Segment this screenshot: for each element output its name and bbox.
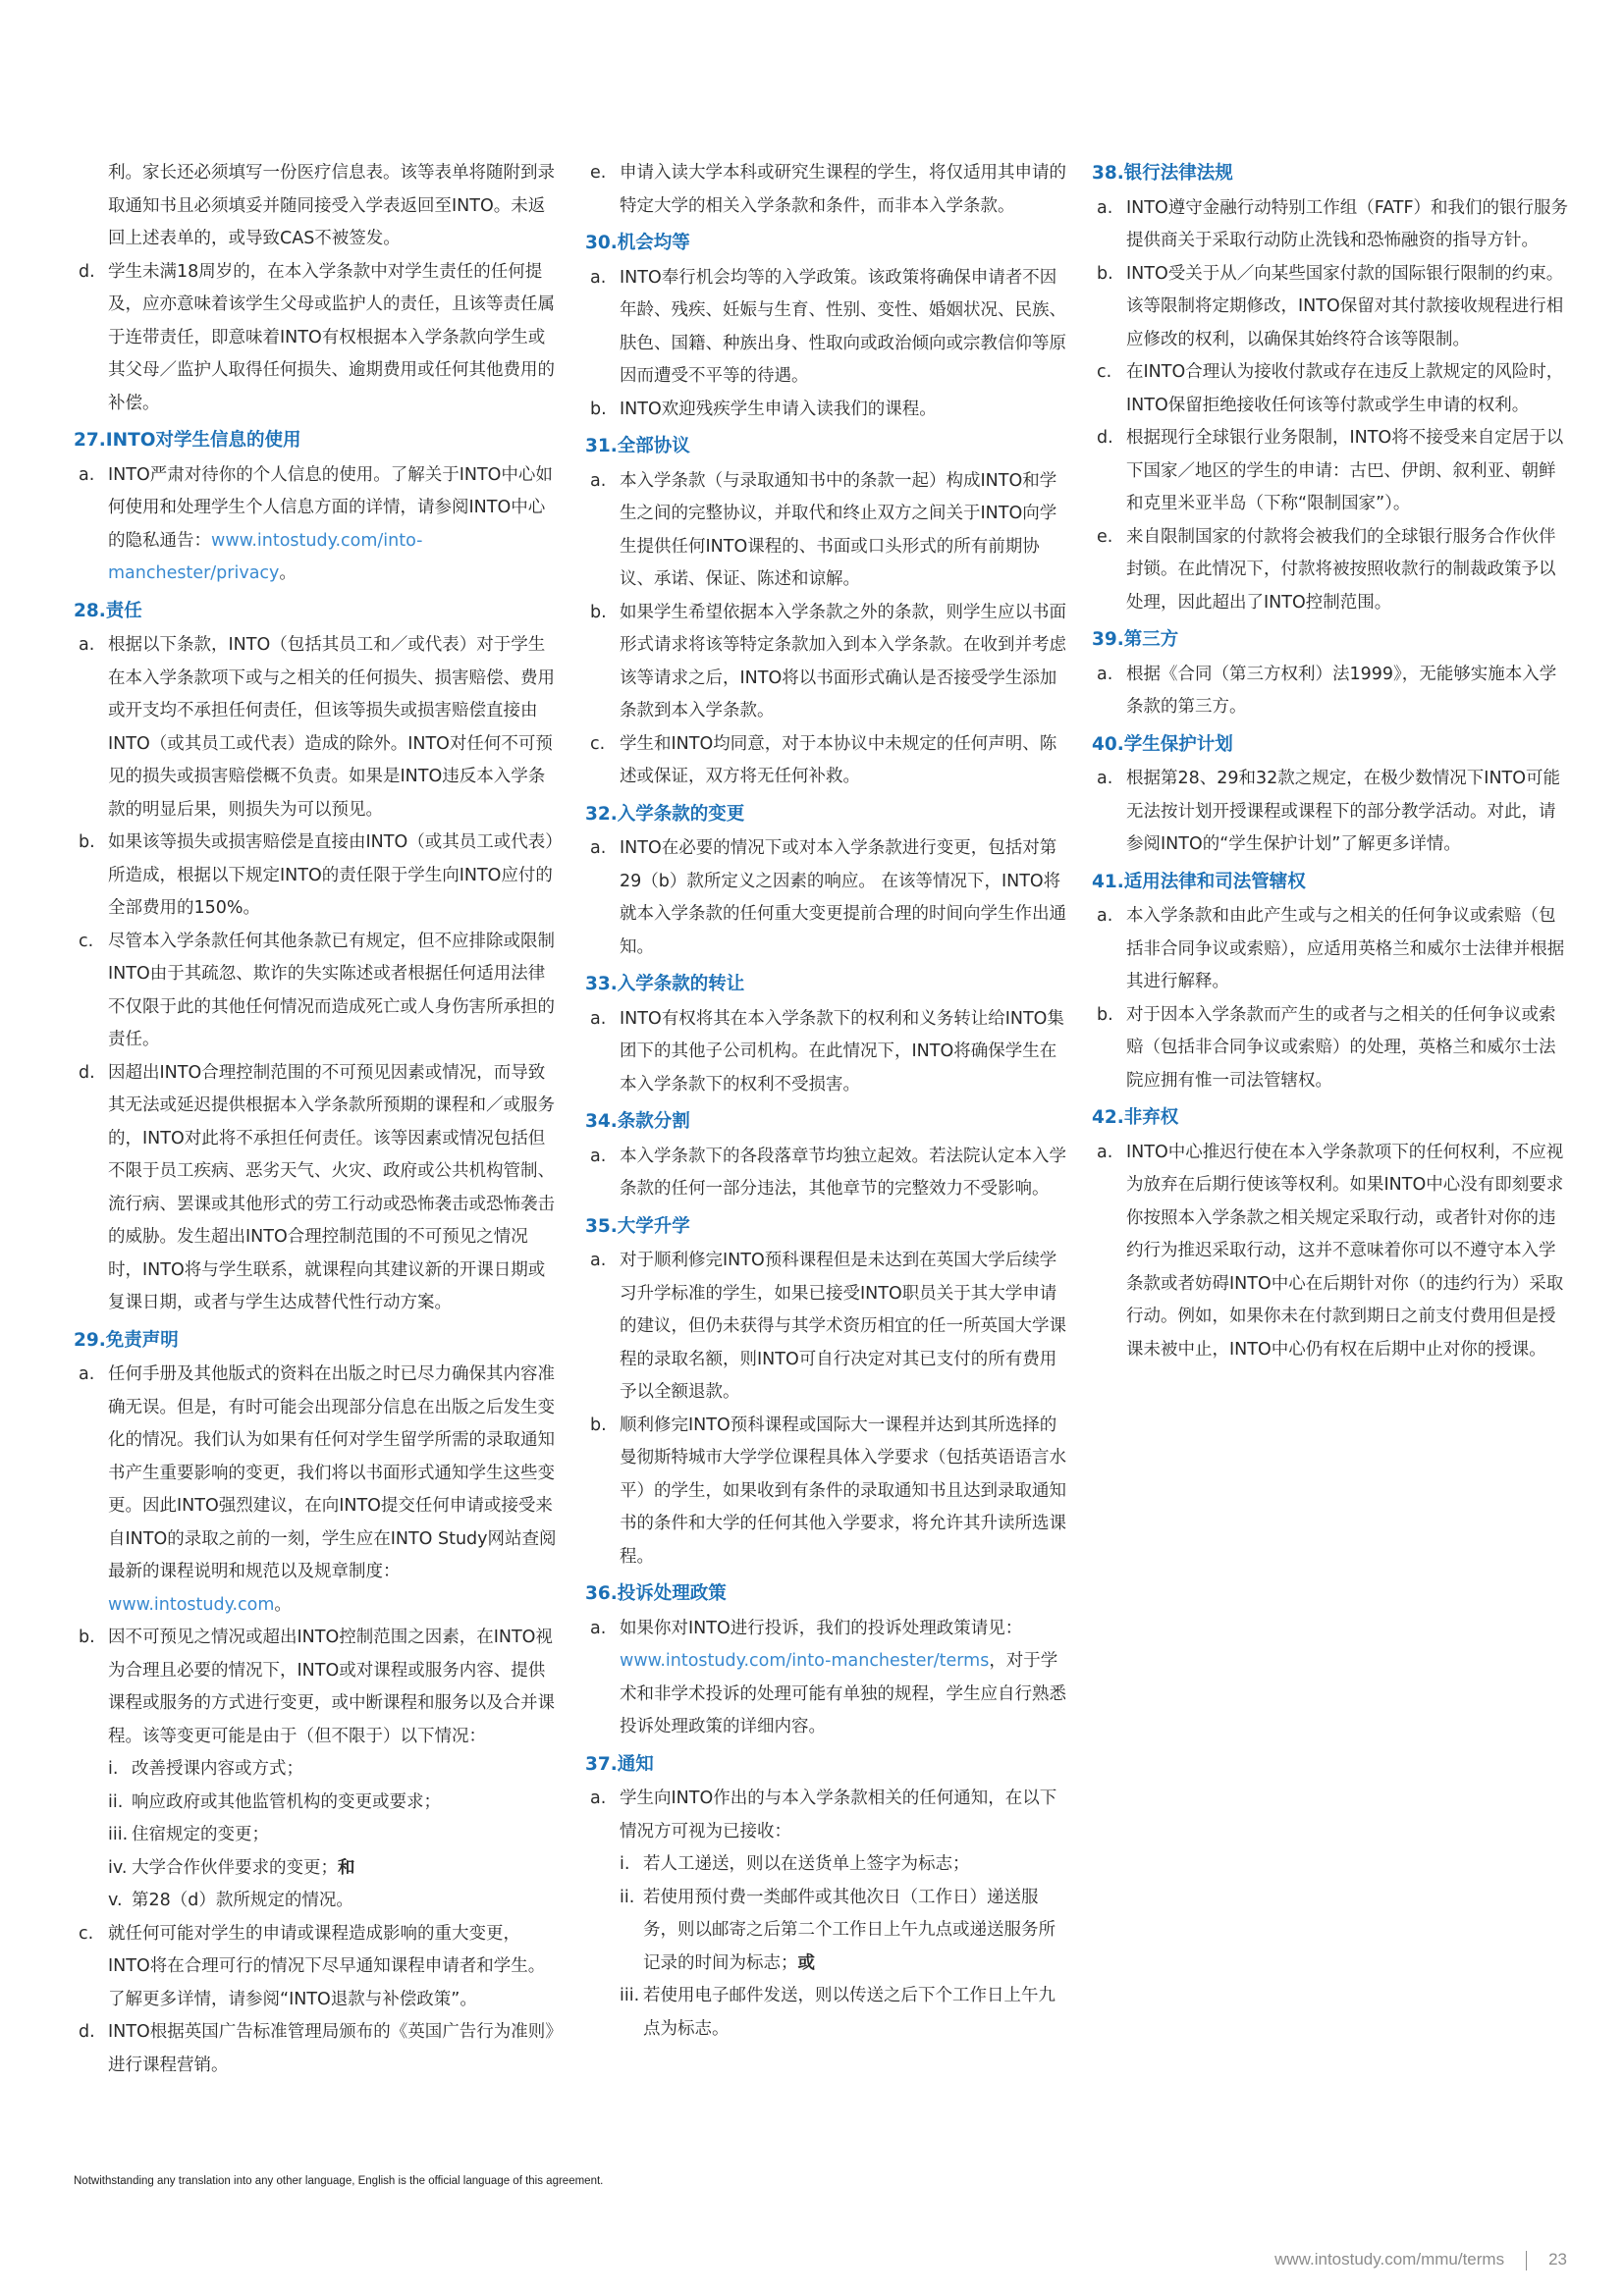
sub-label: i.: [620, 1854, 630, 1874]
clause-26c-continued: 利。家长还必须填写一份医疗信息表。该等表单将随附到录取通知书且必须填妥并随同接受入学表返回至INTO。未返回上述表单的，或导致CAS不被签发。: [108, 163, 555, 248]
column-2: [585, 157, 1066, 2046]
clause-label: a.: [79, 635, 95, 655]
clause-29e: [585, 157, 1066, 223]
sub-text: 第28（d）款所规定的情况。: [132, 1891, 353, 1910]
clause-31b: [585, 597, 1066, 728]
clause-label: a.: [590, 470, 607, 491]
sub-clause-iv: [108, 1852, 560, 1886]
clause-label: b.: [590, 602, 607, 622]
clause-label: a.: [590, 267, 607, 288]
clause-label: a.: [590, 838, 607, 858]
clause-label: d.: [79, 261, 95, 282]
clause-28c: [74, 926, 560, 1057]
sub-label: i.: [108, 1759, 119, 1779]
clause-text-end: ，对于学术和非学术投诉的处理可能有单独的规程，学生应自行熟悉投诉处理政策的详细内容。: [620, 1651, 1066, 1736]
clause-text: 就任何可能对学生的申请或课程造成影响的重大变更，INTO将在合理可行的情况下尽早通知课程申请者和学生。了解更多详情，请参阅“INTO退款与补偿政策”。: [108, 1923, 546, 2009]
section-heading-28: 28.责任: [74, 600, 142, 621]
sub-label: iii.: [108, 1825, 129, 1844]
clause-34a: [585, 1141, 1066, 1206]
clause-label: c.: [590, 733, 606, 754]
clause-label: b.: [590, 1415, 607, 1435]
clause-28b: [74, 827, 560, 926]
clause-label: d.: [79, 1062, 95, 1083]
sub-text: 改善授课内容或方式；: [132, 1759, 303, 1779]
clause-29a: [74, 1359, 560, 1622]
sub-clause-i: [620, 1848, 1066, 1882]
clause-label: a.: [79, 1364, 95, 1384]
clause-text: INTO欢迎残疾学生申请入读我们的课程。: [620, 399, 937, 419]
section-heading-40: 40.学生保护计划: [1092, 733, 1233, 755]
clause-text: INTO遵守金融行动特别工作组（FATF）和我们的银行服务提供商关于采取行动防止洗钱和恐怖融资的指导方针。: [1126, 197, 1569, 250]
clause-label: a.: [590, 1789, 607, 1808]
section-heading-29: 29.免责声明: [74, 1329, 179, 1351]
clause-text: 顺利修完INTO预科课程或国际大一课程并达到其所选择的曼彻斯特城市大学学位课程具体入学要求（包括英语语言水平）的学生，如果收到有条件的录取通知书且达到录取通知书的条件和大学的任何其他入学要求，将允许其升读所选课程。: [620, 1415, 1066, 1567]
clause-label: a.: [590, 1008, 607, 1029]
clause-38c: [1092, 356, 1571, 422]
clause-label: a.: [1097, 906, 1113, 926]
clause-label: e.: [590, 163, 607, 183]
sub-label: ii.: [108, 1791, 124, 1812]
clause-label: a.: [1097, 197, 1113, 218]
clause-38a: [1092, 192, 1571, 258]
section-heading-37: 37.通知: [585, 1753, 654, 1775]
section-heading-38: 38.银行法律法规: [1092, 163, 1233, 184]
clause-text: 任何手册及其他版式的资料在出版之时已尽力确保其内容准确无误。但是，有时可能会出现部分信息在出版之后发生变化的情况。我们认为如果有任何对学生留学所需的录取通知书产生重要影响的变更，我们将以书面形式通知学生这些变更。因此INTO强烈建议，在向INTO提交任何申请或接受来自INTO的录取之前的一刻，学生应在INTO Study网站查阅最新的课程说明和规范以及规章制度：: [108, 1364, 557, 1581]
clause-text: INTO奉行机会均等的入学政策。该政策将确保申请者不因年龄、残疾、妊娠与生育、性别、变性、婚姻状况、民族、肤色、国籍、种族出身、性取向或政治倾向或宗教信仰等原因而遭受不平等的待遇。: [620, 267, 1066, 386]
section-heading-34: 34.条款分割: [585, 1111, 690, 1132]
clause-text-end: 。: [279, 563, 297, 583]
clause-label: b.: [1097, 263, 1113, 284]
clause-text: INTO有权将其在本入学条款下的权利和义务转让给INTO集团下的其他子公司机构。在此情况下，INTO将确保学生在本入学条款下的权利不受损害。: [620, 1008, 1064, 1095]
clause-label: a.: [590, 1618, 607, 1638]
sub-text: 若人工递送，则以在送货单上签字为标志；: [643, 1854, 970, 1874]
clause-29b: [74, 1622, 560, 1753]
clause-38d: [1092, 422, 1571, 521]
sub-text: 若使用电子邮件发送，则以传送之后下个工作日上午九点为标志。: [643, 1986, 1056, 2039]
sub-clause-ii: [108, 1787, 560, 1820]
clause-28a: [74, 629, 560, 827]
clause-label: c.: [79, 1923, 94, 1944]
intostudy-link[interactable]: www.intostudy.com: [108, 1594, 275, 1615]
clause-37a: [585, 1783, 1066, 1848]
sub-text: 响应政府或其他监管机构的变更或要求；: [132, 1791, 441, 1812]
clause-label: b.: [590, 399, 607, 419]
clause-text: 学生和INTO均同意，对于本协议中未规定的任何声明、陈述或保证，双方将无任何补救。: [620, 733, 1057, 786]
section-heading-39: 39.第三方: [1092, 629, 1179, 650]
clause-text: INTO根据英国广告标准管理局颁布的《英国广告行为准则》进行课程营销。: [108, 2022, 554, 2075]
sub-label: iv.: [108, 1857, 128, 1878]
column-3: [1092, 157, 1571, 1366]
clause-label: c.: [79, 931, 94, 951]
column-1: [74, 157, 560, 2082]
sub-clause-iii: [620, 1980, 1066, 2046]
clause-text: 如果你对INTO进行投诉，我们的投诉处理政策请见：: [620, 1618, 1023, 1638]
sub-label: v.: [108, 1891, 123, 1910]
clause-label: d.: [79, 2022, 95, 2042]
sub-label: iii.: [620, 1986, 640, 2005]
section-heading-32: 32.入学条款的变更: [585, 803, 745, 825]
clause-text: 对于顺利修完INTO预科课程但是未达到在英国大学后续学习升学标准的学生，如果已接受INTO职员关于其大学申请的建议，但仍未获得与其学术资历相宜的任一所英国大学课程的录取名额，则INTO可自行决定对其已支付的所有费用予以全额退款。: [620, 1251, 1066, 1402]
sub-clause-iii: [108, 1819, 560, 1852]
clause-text: 本入学条款下的各段落章节均独立起效。若法院认定本入学条款的任何一部分违法，其他章节的完整效力不受影响。: [620, 1146, 1066, 1199]
page-footer: [1274, 2250, 1567, 2270]
clause-text: 学生未满18周岁的，在本入学条款中对学生责任的任何提及，应亦意味着该学生父母或监护人的责任，且该等责任属于连带责任，即意味着INTO有权根据本入学条款向学生或其父母／监护人取得任何损失、逾期费用或任何其他费用的补偿。: [108, 261, 555, 413]
clause-42a: [1092, 1137, 1571, 1367]
clause-label: a.: [1097, 1142, 1113, 1162]
clause-text: INTO中心推迟行使在本入学条款项下的任何权利，不应视为放弃在后期行使该等权利。如果INTO中心没有即刻要求你按照本入学条款之相关规定采取行动，或者针对你的违约行为推迟采取行动，这并不意味着你可以不遵守本入学条款或者妨碍INTO中心在后期针对你（的违约行为）采取行动。例如，如果你未在付款到期日之前支付费用但是授课未被中止，INTO中心仍有权在后期中止对你的授课。: [1126, 1142, 1564, 1360]
clause-28d: [74, 1057, 560, 1320]
sub-conjunction: 和: [338, 1857, 355, 1878]
clause-text: 如果该等损失或损害赔偿是直接由INTO（或其员工或代表）所造成，根据以下规定INTO的责任限于学生向INTO应付的全部费用的150%。: [108, 832, 554, 918]
clause-label: b.: [1097, 1004, 1113, 1025]
clause-27a: [74, 459, 560, 591]
complaints-link[interactable]: www.intostudy.com/into-manchester/terms: [620, 1651, 990, 1671]
footer-divider: [1526, 2251, 1527, 2270]
clause-26d: [74, 256, 560, 421]
section-heading-33: 33.入学条款的转让: [585, 974, 745, 994]
clause-label: c.: [1097, 362, 1112, 382]
section-heading-31: 31.全部协议: [585, 436, 690, 456]
clause-text: INTO严肃对待你的个人信息的使用。了解关于INTO中心如何使用和处理学生个人信息方面的详情，请参阅INTO中心的隐私通告：: [108, 464, 553, 551]
clause-text: 因不可预见之情况或超出INTO控制范围之因素，在INTO视为合理且必要的情况下，INTO或对课程或服务内容、提供课程或服务的方式进行变更，或中断课程和服务以及合并课程。该等变更可能是由于（但不限于）以下情况：: [108, 1628, 555, 1746]
clause-text: 本入学条款和由此产生或与之相关的任何争议或索赔（包括非合同争议或索赔），应适用英格兰和威尔士法律并根据其进行解释。: [1126, 906, 1565, 991]
sub-clause-v: [108, 1885, 560, 1918]
clause-label: e.: [1097, 526, 1113, 547]
privacy-link[interactable]: www.intostudy.com/into-manchester/privacy: [108, 530, 423, 583]
clause-29d: [74, 2016, 560, 2082]
clause-41a: [1092, 900, 1571, 999]
section-heading-27: 27.INTO对学生信息的使用: [74, 430, 301, 451]
footer-url-link[interactable]: www.intostudy.com/mmu/terms: [1274, 2250, 1505, 2269]
clause-31c: [585, 728, 1066, 794]
clause-39a: [1092, 659, 1571, 724]
clause-40a: [1092, 763, 1571, 862]
clause-label: a.: [590, 1251, 607, 1270]
clause-text: 申请入读大学本科或研究生课程的学生，将仅适用其申请的特定大学的相关入学条款和条件，而非本入学条款。: [620, 163, 1066, 216]
section-heading-36: 36.投诉处理政策: [585, 1583, 727, 1604]
clause-38e: [1092, 521, 1571, 620]
page-number: 23: [1548, 2250, 1567, 2269]
clause-35b: [585, 1410, 1066, 1575]
clause-31a: [585, 465, 1066, 597]
section-heading-30: 30.机会均等: [585, 233, 690, 253]
clause-text: 根据《合同（第三方权利）法1999》，无能够实施本入学条款的第三方。: [1126, 664, 1557, 717]
clause-text: 对于因本入学条款而产生的或者与之相关的任何争议或索赔（包括非合同争议或索赔）的处理，英格兰和威尔士法院应拥有惟一司法管辖权。: [1126, 1004, 1556, 1091]
clause-text: INTO在必要的情况下或对本入学条款进行变更，包括对第29（b）款所定义之因素的响应。 在该等情况下，INTO将就本入学条款的任何重大变更提前合理的时间向学生作出通知。: [620, 838, 1066, 957]
clause-text-end: 。: [274, 1594, 292, 1615]
clause-text: 本入学条款（与录取通知书中的条款一起）构成INTO和学生之间的完整协议，并取代和终止双方之间关于INTO向学生提供任何INTO课程的、书面或口头形式的所有前期协议、承诺、保证、陈述和谅解。: [620, 470, 1057, 589]
clause-text: 来自限制国家的付款将会被我们的全球银行服务合作伙伴封锁。在此情况下，付款将被按照收款行的制裁政策予以处理，因此超出了INTO控制范围。: [1126, 526, 1556, 613]
clause-32a: [585, 832, 1066, 964]
clause-38b: [1092, 258, 1571, 357]
clause-text: 根据现行全球银行业务限制，INTO将不接受来自定居于以下国家／地区的学生的申请：古巴、伊朗、叙利亚、朝鲜和克里米亚半岛（下称“限制国家”）。: [1126, 428, 1564, 513]
clause-29c: [74, 1918, 560, 2017]
clause-36a: [585, 1613, 1066, 1744]
clause-41b: [1092, 999, 1571, 1098]
clause-label: a.: [1097, 664, 1113, 684]
clause-text: 如果学生希望依据本入学条款之外的条款，则学生应以书面形式请求将该等特定条款加入到本入学条款。在收到并考虑该等请求之后，INTO将以书面形式确认是否接受学生添加条款到本入学条款。: [620, 602, 1066, 721]
clause-30b: [585, 394, 1066, 427]
section-heading-41: 41.适用法律和司法管辖权: [1092, 871, 1306, 892]
clause-text: INTO受关于从／向某些国家付款的国际银行限制的约束。该等限制将定期修改，INTO保留对其付款接收规程进行相应修改的权利，以确保其始终符合该等限制。: [1126, 263, 1564, 349]
clause-text: 因超出INTO合理控制范围的不可预见因素或情况，而导致其无法或延迟提供根据本入学条款所预期的课程和／或服务的，INTO对此将不承担任何责任。该等因素或情况包括但不限于员工疾病、恶劣天气、火灾、政府或公共机构管制、流行病、罢课或其他形式的劳工行动或恐怖袭击或恐怖袭击的威胁。发生超出INTO合理控制范围的不可预见之情况时，INTO将与学生联系，就课程向其建议新的开课日期或复课日期，或者与学生达成替代性行动方案。: [108, 1062, 555, 1312]
clause-label: b.: [79, 1628, 95, 1647]
section-heading-42: 42.非弃权: [1092, 1107, 1179, 1128]
official-language-note: Notwithstanding any translation into any other language, English is the official language of this agreement.: [74, 2175, 604, 2187]
clause-35a: [585, 1245, 1066, 1410]
clause-label: a.: [590, 1146, 607, 1166]
clause-text: 根据第28、29和32款之规定，在极少数情况下INTO可能无法按计划开授课程或课程下的部分教学活动。对此，请参阅INTO的“学生保护计划”了解更多详情。: [1126, 769, 1561, 854]
clause-text: 根据以下条款，INTO（包括其员工和／或代表）对于学生在本入学条款项下或与之相关的任何损失、损害赔偿、费用或开支均不承担任何责任，但该等损失或损害赔偿直接由INTO（或其员工或代表）造成的除外。INTO对任何不可预见的损失或损害赔偿概不负责。如果是INTO违反本入学条款的明显后果，则损失为可以预见。: [108, 635, 555, 820]
clause-label: b.: [79, 832, 95, 852]
sub-clause-ii: [620, 1882, 1066, 1981]
clause-33a: [585, 1003, 1066, 1102]
clause-text: 尽管本入学条款任何其他条款已有规定，但不应排除或限制INTO由于其疏忽、欺诈的失实陈述或者根据任何适用法律不仅限于此的其他任何情况而造成死亡或人身伤害所承担的责任。: [108, 931, 555, 1049]
sub-conjunction: 或: [797, 1952, 815, 1973]
section-heading-35: 35.大学升学: [585, 1215, 690, 1237]
clause-label: d.: [1097, 428, 1113, 448]
clause-text: 在INTO合理认为接收付款或存在违反上款规定的风险时，INTO保留拒绝接收任何该等付款或学生申请的权利。: [1126, 362, 1564, 415]
sub-text: 住宿规定的变更；: [132, 1825, 269, 1844]
sub-clause-i: [108, 1753, 560, 1787]
clause-text: 学生向INTO作出的与本入学条款相关的任何通知，在以下情况方可视为已接收：: [620, 1789, 1057, 1842]
sub-text: 若使用预付费一类邮件或其他次日（工作日）递送服务，则以邮寄之后第二个工作日上午九点或递送服务所记录的时间为标志；: [643, 1887, 1056, 1973]
clause-label: a.: [79, 464, 95, 485]
clause-label: a.: [1097, 769, 1113, 788]
sub-label: ii.: [620, 1887, 635, 1907]
clause-30a: [585, 262, 1066, 394]
sub-text: 大学合作伙伴要求的变更；: [132, 1857, 338, 1878]
